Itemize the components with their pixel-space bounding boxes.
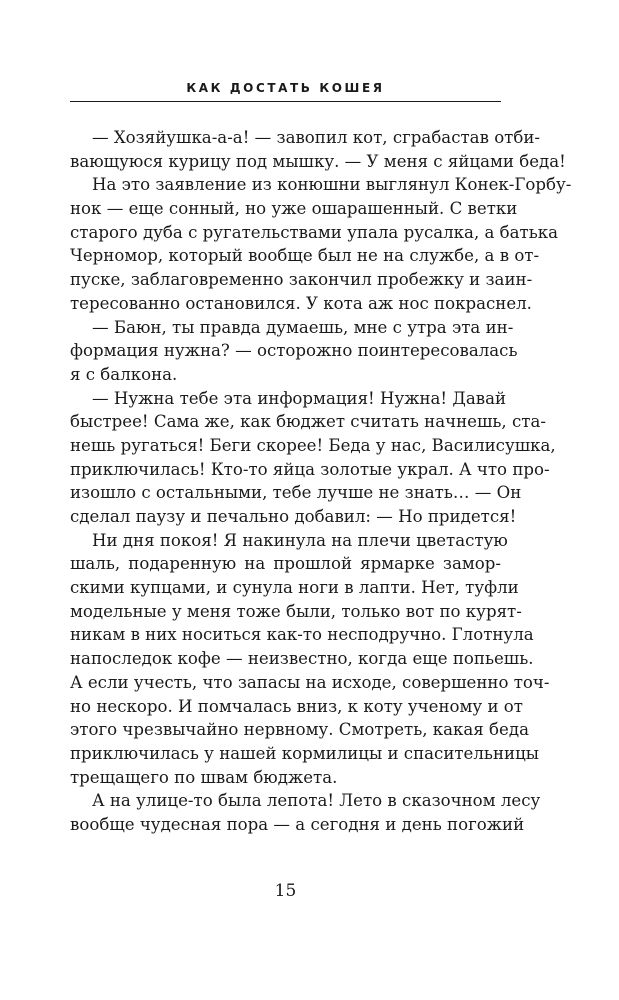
text-line: я с балкона. [70,364,178,384]
text-line: трещащего по швам бюджета. [70,767,338,787]
text-line: скими купцами, и сунула ноги в лапти. Нет, туфли [70,578,519,598]
body-text [70,126,572,837]
page-number: 15 [274,881,297,901]
text-line: быстрее! Сама же, как бюджет считать начнешь, ста- [70,412,546,432]
text-line: тересованно остановился. У кота аж нос покраснел. [70,293,532,313]
text-line: — Нужна тебе эта информация! Нужна! Давай [92,388,507,408]
text-line: модельные у меня тоже были, только вот по курят- [70,601,522,621]
text-line: шаль, подаренную на прошлой ярмарке замор- [70,554,501,574]
running-head: КАК ДОСТАТЬ КОШЕЯ [186,81,385,95]
text-line: Ни дня покоя! Я накинула на плечи цветастую [92,530,508,550]
header-rule [70,101,501,102]
text-line: приключилась! Кто-то яйца золотые украл. А что про- [70,459,550,479]
text-line: вообще чудесная пора — а сегодня и день погожий [70,814,525,834]
paragraph [70,387,556,529]
text-line: А если учесть, что запасы на исходе, совершенно точ- [70,672,550,692]
text-line: никам в них носиться как-то несподручно. Глотнула [70,625,534,645]
paragraph [70,126,566,173]
text-line: приключилась у нашей кормилицы и спасительницы [70,743,539,763]
text-line: этого чрезвычайно нервному. Смотреть, какая беда [70,720,529,740]
text-line: формация нужна? — осторожно поинтересовалась [70,341,518,361]
text-line: изошло с остальными, тебе лучше не знать… — Он [70,483,522,503]
text-line: но нескоро. И помчалась вниз, к коту ученому и от [70,696,523,716]
text-line: сделал паузу и печально добавил: — Но придется! [70,507,517,526]
text-line: На это заявление из конюшни выглянул Конек-Горбу- [92,175,572,195]
text-line: старого дуба с ругательствами упала русалка, а батька [70,222,559,242]
text-line: — Хозяйушка-а-а! — завопил кот, сграбастав отби- [92,128,541,147]
text-line: — Баюн, ты правда думаешь, мне с утра эта ин- [92,317,514,337]
paragraph [70,173,572,315]
text-line: пуске, заблаговременно закончил пробежку и заин- [70,270,533,290]
paragraph [70,316,518,387]
text-line: Черномор, который вообще был не на службе, а в от- [70,246,540,266]
paragraph [70,789,541,836]
text-line: А на улице-то была лепота! Лето в сказочном лесу [92,791,541,811]
text-line: нешь ругаться! Беги скорее! Беда у нас, Василисушка, [70,435,556,455]
paragraph [70,529,550,790]
text-line: напоследок кофе — неизвестно, когда еще попьешь. [70,649,534,669]
text-line: нок — еще сонный, но уже ошарашенный. С ветки [70,199,518,219]
text-line: вающуюся курицу под мышку. — У меня с яйцами беда! [70,151,566,171]
